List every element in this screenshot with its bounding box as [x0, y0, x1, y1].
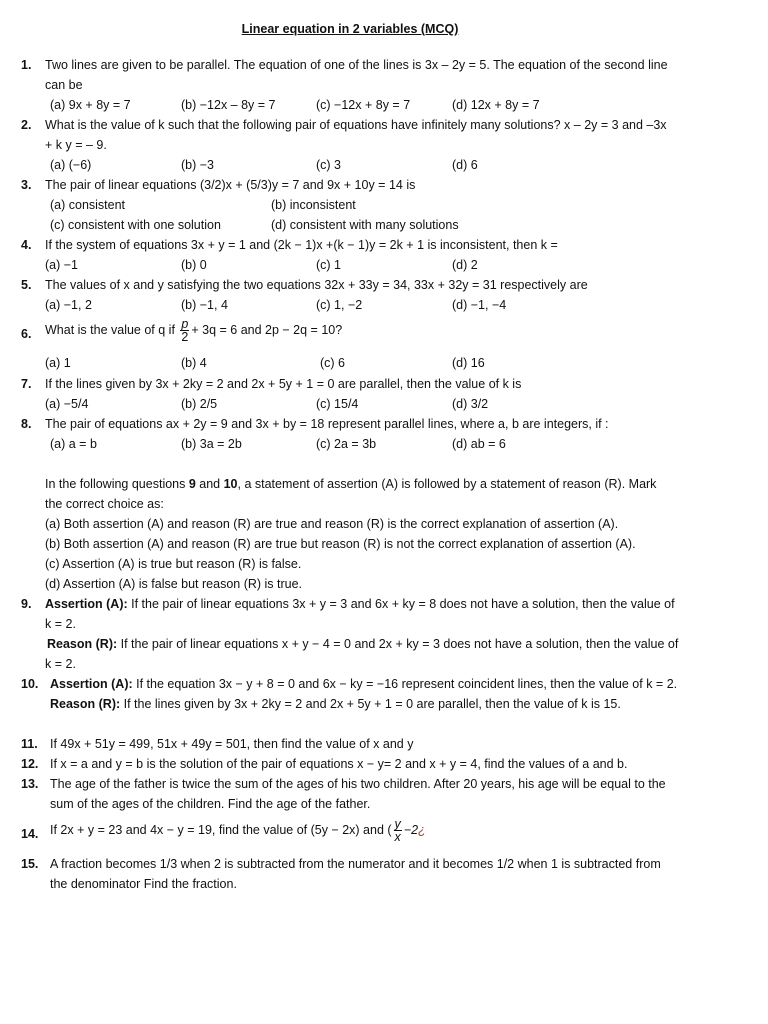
question-number: 6. [21, 327, 32, 341]
option-d: (d) 6 [452, 158, 478, 172]
question-number: 15. [21, 857, 39, 871]
assertion-reason-instructions [45, 474, 675, 594]
option-c: (c) consistent with one solution [50, 218, 221, 232]
question-10 [0, 674, 700, 714]
fraction-denominator: x [394, 830, 401, 844]
option-c: (c) 3 [316, 158, 341, 172]
reason-text: If the lines given by 3x + 2ky = 2 and 2x + 5y + 1 = 0 are parallel, then the value of k is 15. [120, 697, 621, 711]
option-a: (a) a = b [50, 437, 97, 451]
options-row [50, 215, 690, 235]
assertion-label: Assertion (A): [45, 597, 128, 611]
question-text-pre: If 2x + y = 23 and 4x − y = 19, find the value of (5y − 2x) and ( [50, 822, 392, 837]
question-number: 5. [21, 278, 32, 292]
option-c: (c) 1 [316, 258, 341, 272]
options-row [50, 155, 690, 175]
option-d: (d) −1, −4 [452, 298, 507, 312]
question-1 [0, 55, 700, 115]
fraction-y-over-x [394, 818, 402, 843]
option-c: (c) 1, −2 [316, 298, 363, 312]
question-5 [0, 275, 700, 315]
question-2 [0, 115, 700, 175]
choice-b: (b) Both assertion (A) and reason (R) are true but reason (R) is not the correct explanation of assertion (A). [45, 537, 636, 551]
question-text: If x = a and y = b is the solution of the pair of equations x − y= 2 and x + y = 4, find the values of a and b. [50, 757, 628, 771]
question-number: 12. [21, 757, 39, 771]
question-number: 2. [21, 118, 32, 132]
question-text-post: + 3q = 6 and 2p − 2q = 10? [191, 322, 343, 337]
question-11 [0, 734, 700, 754]
option-b: (b) −3 [181, 158, 215, 172]
option-b: (b) −1, 4 [181, 298, 228, 312]
question-text: A fraction becomes 1/3 when 2 is subtracted from the numerator and it becomes 1/2 when 1 is subtracted from the denominator Find the fraction. [50, 857, 661, 891]
fraction-denominator: 2 [181, 330, 189, 344]
option-b: (b) 0 [181, 258, 207, 272]
options-row [45, 394, 685, 414]
question-number: 9. [21, 597, 32, 611]
question-number: 8. [21, 417, 32, 431]
instructions-q9: 9 [188, 477, 196, 491]
option-d: (d) 3/2 [452, 397, 489, 411]
instructions-mid: and [195, 477, 224, 491]
question-text: The pair of linear equations (3/2)x + (5/3)y = 7 and 9x + 10y = 14 is [45, 178, 416, 192]
page-title: Linear equation in 2 variables (MCQ) [241, 22, 459, 36]
option-d: (d) 2 [452, 258, 478, 272]
choice-d: (d) Assertion (A) is false but reason (R) is true. [45, 577, 303, 591]
question-14 [0, 818, 700, 854]
reason [45, 634, 680, 674]
question-12 [0, 754, 700, 774]
option-c: (c) 2a = 3b [316, 437, 377, 451]
reason-label: Reason (R): [50, 697, 121, 711]
assertion-text: If the pair of linear equations 3x + y = 3 and 6x + ky = 8 does not have a solution, then the value of k = 2. [45, 597, 675, 631]
question-13 [0, 774, 700, 814]
question-6 [0, 318, 700, 374]
option-b: (b) 4 [181, 356, 207, 370]
question-text: The pair of equations ax + 2y = 9 and 3x + by = 18 represent parallel lines, where a, b are integers, if : [45, 417, 609, 431]
reason [50, 694, 690, 714]
option-b: (b) 3a = 2b [181, 437, 242, 451]
options-row [45, 255, 685, 275]
fraction-numerator: y [394, 817, 401, 831]
option-d: (d) 16 [452, 356, 485, 370]
options-row [50, 434, 690, 454]
choice-c: (c) Assertion (A) is true but reason (R) is false. [45, 557, 302, 571]
assertion [50, 674, 690, 694]
option-a: (a) 1 [45, 356, 71, 370]
question-4 [0, 235, 700, 275]
options-row [45, 295, 685, 315]
option-d: (d) consistent with many solutions [271, 218, 459, 232]
question-text: The age of the father is twice the sum of the ages of his two children. After 20 years, his age will be equal to the sum of the ages of the children. Find the age of the father. [50, 777, 666, 811]
assertion [45, 594, 680, 634]
option-a: (a) −1, 2 [45, 298, 92, 312]
option-a: (a) consistent [50, 198, 126, 212]
question-number: 3. [21, 178, 32, 192]
question-15 [0, 854, 700, 894]
option-d: (d) ab = 6 [452, 437, 506, 451]
option-a: (a) 9x + 8y = 7 [50, 98, 131, 112]
question-number: 14. [21, 827, 39, 841]
question-number: 1. [21, 58, 32, 72]
assertion-label: Assertion (A): [50, 677, 133, 691]
option-b: (b) −12x – 8y = 7 [181, 98, 276, 112]
question-number: 4. [21, 238, 32, 252]
choice-a: (a) Both assertion (A) and reason (R) are true and reason (R) is the correct explanation of assertion (A). [45, 517, 619, 531]
instructions-q10: 10 [223, 477, 238, 491]
assertion-text: If the equation 3x − y + 8 = 0 and 6x − ky = −16 represent coincident lines, then the value of k = 2. [132, 677, 678, 691]
options-row [45, 353, 685, 373]
question-9 [0, 594, 700, 674]
question-number: 13. [21, 777, 39, 791]
fraction-p-over-2 [180, 318, 189, 343]
option-a: (a) (−6) [50, 158, 92, 172]
options-row [50, 95, 690, 115]
question-number: 10. [21, 677, 39, 691]
question-8 [0, 414, 700, 454]
question-text: The values of x and y satisfying the two equations 32x + 33y = 34, 33x + 32y = 31 respectively are [45, 278, 588, 292]
question-text [50, 818, 690, 843]
question-number: 7. [21, 377, 32, 391]
instructions-text [45, 474, 675, 514]
question-7 [0, 374, 700, 414]
question-text: If the lines given by 3x + 2ky = 2 and 2x + 5y + 1 = 0 are parallel, then the value of k is [45, 377, 522, 391]
question-3 [0, 175, 700, 235]
option-b: (b) 2/5 [181, 397, 218, 411]
question-text: If 49x + 51y = 499, 51x + 49y = 501, then find the value of x and y [50, 737, 414, 751]
option-c: (c) 15/4 [316, 397, 359, 411]
option-d: (d) 12x + 8y = 7 [452, 98, 540, 112]
garbled-glyph: ¿ [418, 822, 426, 837]
question-text: If the system of equations 3x + y = 1 and (2k − 1)x +(k − 1)y = 2k + 1 is inconsistent, then k = [45, 238, 558, 252]
question-number: 11. [21, 737, 38, 751]
options-row [50, 195, 690, 215]
reason-text: If the pair of linear equations x + y − 4 = 0 and 2x + ky = 3 does not have a solution, then the value of k = 2. [45, 637, 679, 671]
reason-label: Reason (R): [47, 637, 118, 651]
instructions-post: , a statement of assertion (A) is followed by a statement of reason (R). Mark the correct choice as: [45, 477, 657, 511]
option-a: (a) −1 [45, 258, 79, 272]
option-c: (c) 6 [320, 356, 345, 370]
fraction-numerator: p [181, 317, 189, 331]
option-c: (c) −12x + 8y = 7 [316, 98, 411, 112]
option-a: (a) −5/4 [45, 397, 89, 411]
question-text [45, 318, 685, 343]
instructions-pre: In the following questions [45, 477, 189, 491]
question-text-post: −2 [403, 822, 419, 837]
option-b: (b) inconsistent [271, 198, 356, 212]
question-text-pre: What is the value of q if [45, 322, 179, 337]
question-text: Two lines are given to be parallel. The equation of one of the lines is 3x – 2y = 5. The equation of the second line can be [45, 58, 668, 92]
question-text: What is the value of k such that the following pair of equations have infinitely many solutions? x – 2y = 3 and –3x + k y = – 9. [45, 118, 667, 152]
